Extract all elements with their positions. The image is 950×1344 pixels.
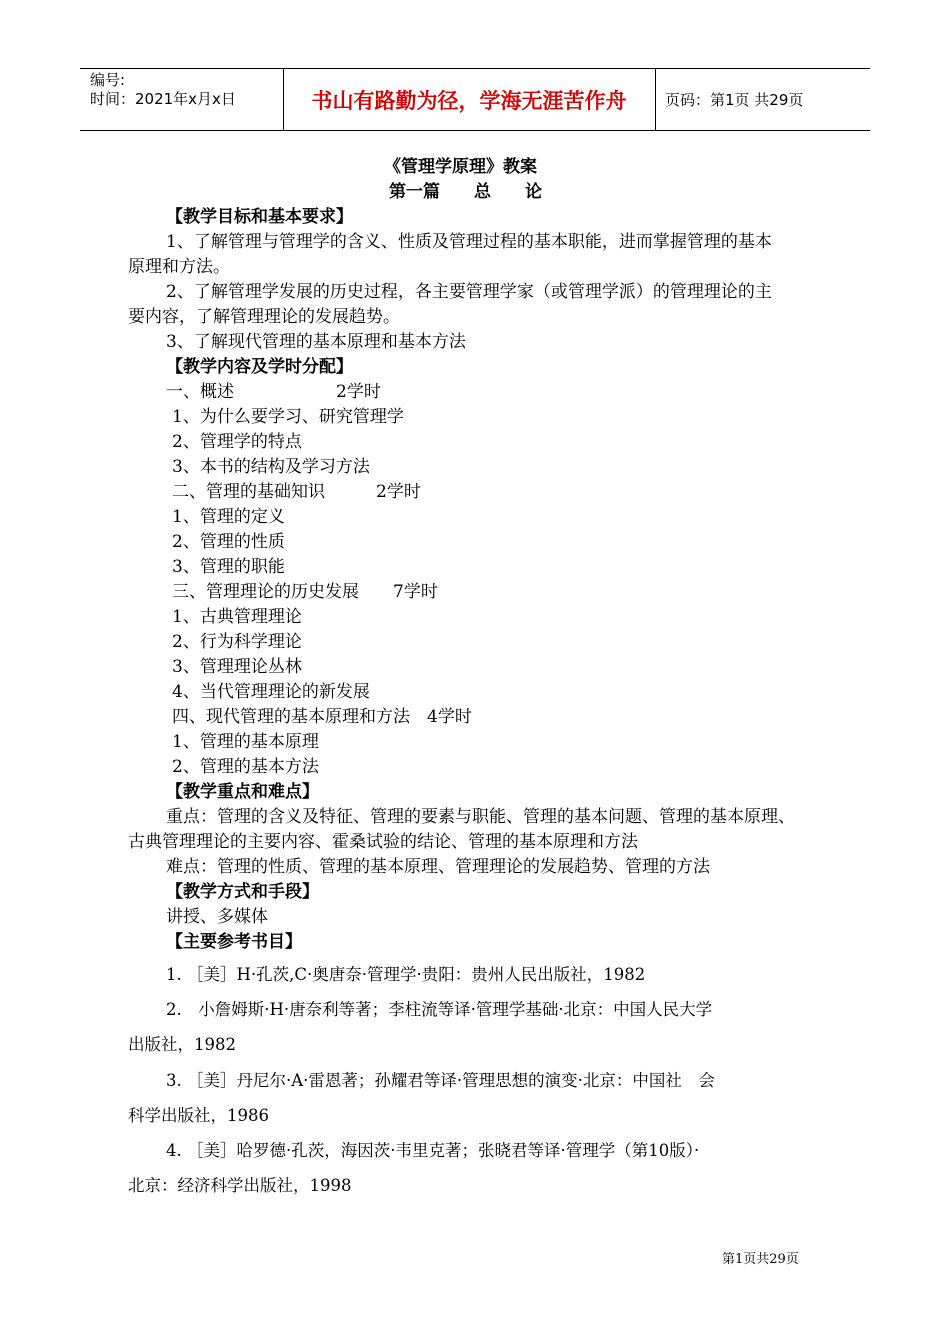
- page-header: [80, 68, 870, 131]
- content-line: 二、管理的基础知识 2学时: [172, 482, 421, 502]
- content-line: 2、管理学的特点: [172, 432, 302, 452]
- reference-item: 北京：经济科学出版社，1998: [128, 1176, 352, 1195]
- reference-item: 2. 小詹姆斯·H·唐奈利等著；李柱流等译·管理学基础·北京：中国人民大学: [166, 1000, 713, 1019]
- methods-heading: 【教学方式和手段】: [166, 882, 319, 902]
- objective-line: 原理和方法。: [128, 257, 230, 277]
- document-title: 《管理学原理》教案: [384, 157, 537, 177]
- footer-page-info: 第1页共29页: [722, 1252, 799, 1267]
- code-label: 编号:: [90, 71, 126, 89]
- content-line: 一、概述 2学时: [166, 382, 381, 402]
- content-line: 1、管理的基本原理: [172, 732, 319, 752]
- content-line: 2、行为科学理论: [172, 632, 302, 652]
- header-page-info: 页码：第1页 共29页: [665, 91, 804, 109]
- key-points: 重点：管理的含义及特征、管理的要素与职能、管理的基本问题、管理的基本原理、: [166, 807, 795, 827]
- methods-text: 讲授、多媒体: [166, 907, 268, 927]
- refs-heading: 【主要参考书目】: [166, 932, 302, 952]
- content-line: 3、管理的职能: [172, 557, 285, 577]
- content-line: 2、管理的性质: [172, 532, 285, 552]
- reference-item: 出版社，1982: [128, 1035, 236, 1054]
- time-label: 时间：2021年x月x日: [90, 90, 236, 108]
- header-divider-right: [655, 69, 656, 130]
- header-motto: 书山有路勤为径，学海无涯苦作舟: [311, 88, 627, 113]
- objective-line: 1、了解管理与管理学的含义、性质及管理过程的基本职能，进而掌握管理的基本: [166, 232, 772, 252]
- objective-line: 要内容，了解管理理论的发展趋势。: [128, 307, 400, 327]
- difficult-points: 难点：管理的性质、管理的基本原理、管理理论的发展趋势、管理的方法: [166, 857, 710, 877]
- reference-item: 4. ［美］哈罗德·孔茨，海因茨·韦里克著；张晓君等译·管理学（第10版）·: [166, 1141, 700, 1160]
- content-line: 4、当代管理理论的新发展: [172, 682, 370, 702]
- objective-line: 3、了解现代管理的基本原理和基本方法: [166, 332, 466, 352]
- key-points: 古典管理理论的主要内容、霍桑试验的结论、管理的基本原理和方法: [128, 832, 638, 852]
- reference-item: 1. ［美］H·孔茨,C·奥唐奈·管理学·贵阳：贵州人民出版社，1982: [166, 965, 646, 984]
- content-line: 四、现代管理的基本原理和方法 4学时: [172, 707, 472, 727]
- content-line: 三、管理理论的历史发展 7学时: [172, 582, 438, 602]
- key-heading: 【教学重点和难点】: [166, 782, 319, 802]
- content-line: 3、本书的结构及学习方法: [172, 457, 370, 477]
- part-title: 第一篇 总 论: [389, 182, 542, 202]
- reference-item: 科学出版社，1986: [128, 1106, 269, 1125]
- header-meta: [90, 71, 236, 109]
- reference-item: 3. ［美］丹尼尔·A·雷恩著；孙耀君等译·管理思想的演变·北京：中国社 会: [166, 1071, 715, 1090]
- content-line: 3、管理理论丛林: [172, 657, 302, 677]
- objective-line: 2、了解管理学发展的历史过程，各主要管理学家（或管理学派）的管理理论的主: [166, 282, 772, 302]
- content-heading: 【教学内容及学时分配】: [166, 357, 353, 377]
- content-line: 1、为什么要学习、研究管理学: [172, 407, 404, 427]
- content-line: 2、管理的基本方法: [172, 757, 319, 777]
- content-line: 1、管理的定义: [172, 507, 285, 527]
- objectives-heading: 【教学目标和基本要求】: [166, 207, 353, 227]
- content-line: 1、古典管理理论: [172, 607, 302, 627]
